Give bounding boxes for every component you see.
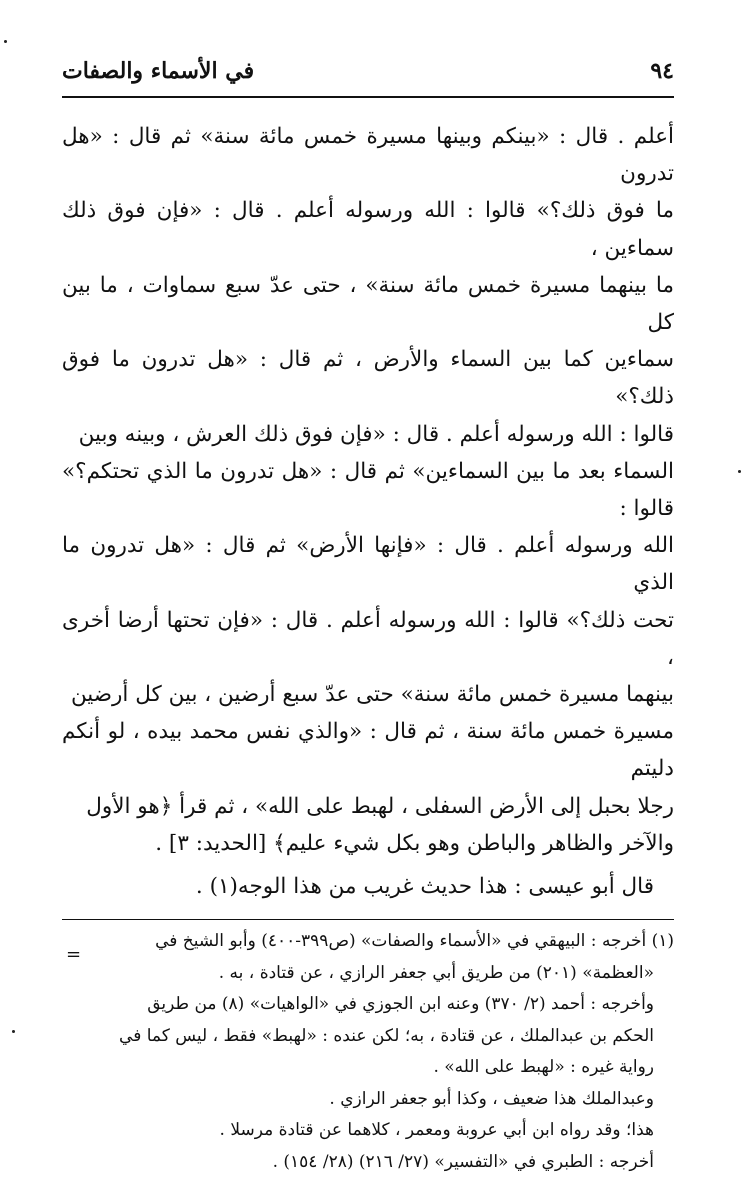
- text-line: والآخر والظاهر والباطن وهو بكل شيء عليم﴾ [الحديد: ٣] .: [155, 830, 674, 856]
- text-line: رجلا بحبل إلى الأرض السفلى ، لهبط على الله» ، ثم قرأ ﴿هو الأول: [86, 793, 674, 819]
- footnote-line: الحكم بن عبدالملك ، عن قتادة ، به؛ لكن عنده : «لهبط» فقط ، ليس كما في: [119, 1025, 654, 1046]
- text-line: تحت ذلك؟» قالوا : الله ورسوله أعلم . قال : «فإن تحتها أرضا أخرى ،: [62, 607, 674, 670]
- footnote-separator: [62, 919, 674, 920]
- scan-speck: [738, 470, 741, 473]
- continuation-mark: =: [66, 944, 82, 965]
- footnote-line: رواية غيره : «لهبط على الله» .: [433, 1057, 654, 1078]
- text-line: ما فوق ذلك؟» قالوا : الله ورسوله أعلم . قال : «فإن فوق ذلك سماءين ،: [62, 198, 674, 261]
- footnote-line: أخرجه : الطبري في «التفسير» (٢٧/ ٢١٦) (٢٨/ ١٥٤) .: [272, 1151, 654, 1172]
- verdict-line: قال أبو عيسى : هذا حديث غريب من هذا الوجه(١) .: [195, 874, 654, 900]
- footnote-line: وعبدالملك هذا ضعيف ، وكذا أبو جعفر الرازي .: [329, 1088, 654, 1109]
- footnote-line: هذا؛ وقد رواه ابن أبي عروبة ومعمر ، كلاهما عن قتادة مرسلا .: [219, 1120, 654, 1141]
- footnote-line: (١) أخرجه : البيهقي في «الأسماء والصفات» (ص٣٩٩-٤٠٠) وأبو الشيخ في: [155, 931, 674, 952]
- footnote-line: «العظمة» (٢٠١) من طريق أبي جعفر الرازي ، عن قتادة ، به .: [218, 962, 654, 983]
- hadith-text: [62, 118, 674, 862]
- page-header: [62, 52, 674, 98]
- text-line: مسيرة خمس مائة سنة ، ثم قال : «والذي نفس محمد بيده ، لو أنكم دليتم: [62, 719, 674, 782]
- page: [62, 52, 674, 1178]
- footnote-line: وأخرجه : أحمد (٢/ ٣٧٠) وعنه ابن الجوزي في «الواهيات» (٨) من طريق: [147, 994, 654, 1015]
- text-line: سماءين كما بين السماء والأرض ، ثم قال : «هل تدرون ما فوق ذلك؟»: [62, 347, 674, 410]
- running-title: في الأسماء والصفات: [62, 58, 255, 84]
- text-line: أعلم . قال : «بينكم وبينها مسيرة خمس مائة سنة» ثم قال : «هل تدرون: [62, 124, 674, 187]
- text-line: السماء بعد ما بين السماءين» ثم قال : «هل تدرون ما الذي تحتكم؟» قالوا :: [62, 458, 674, 522]
- scan-speck: [4, 40, 7, 43]
- text-line: بينهما مسيرة خمس مائة سنة» حتى عدّ سبع أرضين ، بين كل أرضين: [70, 682, 674, 708]
- text-line: ما بينهما مسيرة خمس مائة سنة» ، حتى عدّ سبع سماوات ، ما بين كل: [62, 272, 674, 336]
- footnotes: [62, 926, 674, 1178]
- text-line: الله ورسوله أعلم . قال : «فإنها الأرض» ثم قال : «هل تدرون ما الذي: [62, 533, 674, 596]
- text-line: قالوا : الله ورسوله أعلم . قال : «فإن فوق ذلك العرش ، وبينه وبين: [78, 421, 674, 447]
- scan-speck: [12, 1030, 15, 1033]
- page-number: ٩٤: [650, 58, 674, 84]
